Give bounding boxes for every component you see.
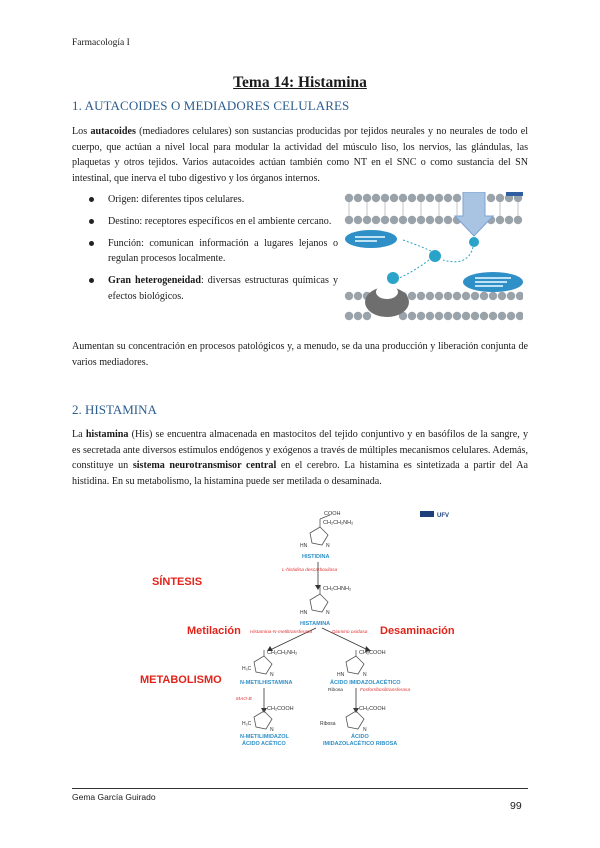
cell-membrane-illustration	[343, 192, 523, 322]
autacoides-term: autacoides	[90, 126, 136, 137]
metabolismo-label: METABOLISMO	[140, 674, 222, 686]
n-metil-n: N	[270, 672, 274, 678]
acido-imidazolacetico-label: ÁCIDO IMIDAZOLACÉTICO	[330, 680, 401, 686]
list-item: Destino: receptores específicos en el ambiente cercano.	[86, 214, 338, 230]
characteristics-list	[86, 192, 338, 311]
enzyme-phospho: Fosforribosiltransferasa	[360, 688, 411, 693]
histamina-side-chain: CH₂CHNH₂	[323, 586, 352, 592]
footer-author: Gema García Guirado	[72, 792, 156, 802]
section2-paragraph: La histamina (His) se encuentra almacenada en mastocitos del tejido conjuntivo y en basófilos de la sangre, y es secretada ante diversos estímulos endógenos y exógenos a través de múltiples mecanismos celulares. Además, constituye un sistema neurotransmisor central en el cerebro. La histamina es sintetizada a partir del Aa histidina. En su metabolismo, la histamina puede ser metilada o desaminada.	[72, 429, 528, 487]
nmi-n: N	[270, 727, 274, 733]
enzyme-methyltransferase: Histamina-N-metiltransferasa	[250, 630, 313, 635]
histidina-label: HISTIDINA	[302, 554, 330, 560]
aia-ribosa-label-1: ÁCIDO	[351, 734, 369, 740]
histamina-hn: HN	[300, 610, 308, 616]
ribosa-input: Ribosa	[328, 688, 343, 693]
page-title: Tema 14: Histamina	[233, 74, 367, 91]
enzyme-mao: MAO-B	[236, 697, 252, 702]
section1-heading: 1. AUTACOIDES O MEDIADORES CELULARES	[72, 98, 350, 113]
section1-closing: Aumentan su concentración en procesos patológicos y, a menudo, se da una producción y liberación conjunta de varios mediadores.	[72, 341, 528, 368]
nmi-side-chain: CH₂COOH	[267, 706, 294, 712]
aiar-ribosa-prefix: Ribosa	[320, 721, 336, 727]
list-item: Origen: diferentes tipos celulares.	[86, 192, 338, 208]
aia-n: N	[363, 672, 367, 678]
ufv-logo-icon	[420, 511, 434, 517]
sintesis-label: SÍNTESIS	[152, 576, 203, 588]
ufv-logo-text: UFV	[437, 513, 449, 519]
histidina-cooh: COOH	[324, 511, 341, 517]
nmi-h3c: H₃C	[242, 721, 252, 727]
n-metil-h3c: H₃C	[242, 666, 252, 672]
histidina-hn: HN	[300, 543, 308, 549]
histamina-label: HISTAMINA	[300, 621, 331, 627]
histamine-metabolism-diagram	[130, 505, 470, 750]
list-item: Gran heterogeneidad: diversas estructuras químicas y efectos biológicos.	[86, 273, 338, 305]
section1-intro: Los autacoides (mediadores celulares) son sustancias producidas por tejidos neurales y no neurales de todo el cuerpo, que actúan a nivel local para modular la actividad del músculo liso, los nervios, las glándulas, las plaquetas y otros tejidos. Varios autacoides actúan también como NT en el SNC o como sustancia del SN intestinal, que inerva el tubo digestivo y los órganos internos.	[72, 126, 528, 184]
n-metilhistamina-label: N-METILHISTAMINA	[240, 680, 293, 686]
aiar-n: N	[363, 727, 367, 733]
aia-hn: HN	[337, 672, 345, 678]
footer-divider	[72, 788, 528, 789]
n-metil-side-chain: CH₂CH₂NH₂	[267, 650, 298, 656]
desaminacion-label: Desaminación	[380, 625, 455, 637]
course-header: Farmacología I	[72, 38, 130, 48]
histamina-term: histamina	[85, 429, 129, 440]
aiar-side-chain: CH₂COOH	[359, 706, 386, 712]
histidina-side-chain: CH₂CH₂NH₂	[323, 520, 354, 526]
n-metilimidazol-label-2: ÁCIDO ACÉTICO	[242, 741, 286, 747]
aia-side-chain: CH₂COOH	[359, 650, 386, 656]
n-metilimidazol-label-1: N-METILIMIDAZOL	[240, 734, 289, 740]
page-number: 99	[510, 800, 522, 812]
histidina-n: N	[326, 543, 330, 549]
neurotransmitter-term: sistema neurotransmisor central	[132, 460, 277, 472]
aia-ribosa-label-2: IMIDAZOLACÉTICO RIBOSA	[323, 741, 398, 747]
section2-heading: 2. HISTAMINA	[72, 402, 157, 417]
enzyme-decarboxylase: L-histidina descarboxilasa	[282, 568, 338, 573]
histamina-n: N	[326, 610, 330, 616]
list-item: Función: comunican información a lugares lejanos o regulan procesos localmente.	[86, 236, 338, 268]
enzyme-diamine-oxidase: Diamino oxidasa	[332, 630, 368, 635]
metilacion-label: Metilación	[187, 625, 241, 637]
